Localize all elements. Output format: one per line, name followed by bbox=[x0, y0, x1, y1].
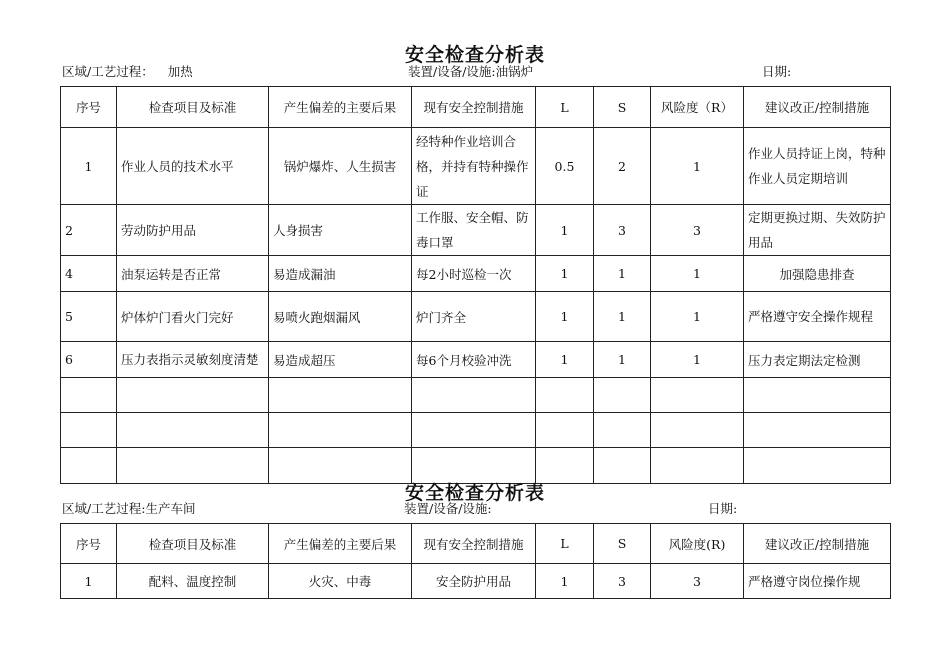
table-cell: 1 bbox=[536, 292, 594, 342]
table-cell: 加强隐患排查 bbox=[744, 256, 891, 292]
table-cell: 每6个月校验冲洗 bbox=[412, 342, 536, 378]
table-cell: 5 bbox=[61, 292, 117, 342]
sheet1-header-row bbox=[61, 87, 891, 128]
header-cell: 检查项目及标准 bbox=[117, 87, 269, 128]
sheet2-date-label: 日期: bbox=[708, 501, 738, 516]
header-cell: 现有安全控制措施 bbox=[412, 524, 536, 564]
table-cell: 安全防护用品 bbox=[412, 564, 536, 599]
table-cell: 3 bbox=[651, 205, 744, 256]
header-cell: 序号 bbox=[61, 87, 117, 128]
table-row bbox=[61, 128, 891, 205]
header-cell: 建议改正/控制措施 bbox=[744, 87, 891, 128]
header-cell: L bbox=[536, 87, 594, 128]
table-cell: 严格遵守岗位操作规 bbox=[744, 564, 891, 599]
table-row bbox=[61, 564, 891, 599]
sheet1-area-label: 区域/工艺过程： bbox=[62, 64, 154, 79]
header-cell: 建议改正/控制措施 bbox=[744, 524, 891, 564]
header-cell: S bbox=[594, 524, 651, 564]
table-cell: 1 bbox=[536, 564, 594, 599]
table-cell: 1 bbox=[651, 128, 744, 205]
table-cell: 1 bbox=[594, 292, 651, 342]
table-cell: 4 bbox=[61, 256, 117, 292]
table-cell: 人身损害 bbox=[269, 205, 412, 256]
table-cell: 2 bbox=[594, 128, 651, 205]
table-cell: 工作服、安全帽、防毒口罩 bbox=[412, 205, 536, 256]
sheet2-device bbox=[404, 499, 492, 517]
table-row-empty bbox=[61, 378, 891, 413]
table-cell: 1 bbox=[536, 205, 594, 256]
table-cell: 3 bbox=[651, 564, 744, 599]
table-cell: 1 bbox=[61, 564, 117, 599]
header-cell: 产生偏差的主要后果 bbox=[269, 87, 412, 128]
table-cell: 锅炉爆炸、人生损害 bbox=[269, 128, 412, 205]
header-cell: 序号 bbox=[61, 524, 117, 564]
table-row bbox=[61, 256, 891, 292]
table-row-empty bbox=[61, 413, 891, 448]
header-cell: 现有安全控制措施 bbox=[412, 87, 536, 128]
header-cell: 检查项目及标准 bbox=[117, 524, 269, 564]
table-cell: 炉体炉门看火门完好 bbox=[117, 292, 269, 342]
table-cell: 压力表定期法定检测 bbox=[744, 342, 891, 378]
table-cell: 油泵运转是否正常 bbox=[117, 256, 269, 292]
table-cell: 每2小时巡检一次 bbox=[412, 256, 536, 292]
table-cell: 易喷火跑烟漏风 bbox=[269, 292, 412, 342]
sheet1-device bbox=[408, 62, 533, 80]
sheet2-area bbox=[62, 499, 195, 517]
table-cell: 炉门齐全 bbox=[412, 292, 536, 342]
table-cell: 0.5 bbox=[536, 128, 594, 205]
table-cell: 作业人员持证上岗，特种作业人员定期培训 bbox=[744, 128, 891, 205]
table-row bbox=[61, 292, 891, 342]
sheet1-device-label: 装置/设备/设施: bbox=[408, 64, 496, 79]
sheet2-title: 安全检查分析表 bbox=[404, 482, 545, 504]
header-cell: 风险度（R） bbox=[651, 87, 744, 128]
table-cell: 1 bbox=[594, 256, 651, 292]
table-cell: 1 bbox=[651, 342, 744, 378]
table-row bbox=[61, 205, 891, 256]
header-cell: L bbox=[536, 524, 594, 564]
table-cell: 劳动防护用品 bbox=[117, 205, 269, 256]
sheet2-device-label: 装置/设备/设施: bbox=[404, 501, 492, 516]
sheet1-device-value: 油锅炉 bbox=[495, 64, 534, 79]
sheet2-area-label: 区域/工艺过程: bbox=[62, 501, 146, 516]
table-cell: 作业人员的技术水平 bbox=[117, 128, 269, 205]
table-row bbox=[61, 342, 891, 378]
sheet1-date bbox=[762, 62, 791, 80]
table-cell: 经特种作业培训合格，并持有特种操作证 bbox=[412, 128, 536, 205]
table-cell: 1 bbox=[536, 342, 594, 378]
sheet2-area-value: 生产车间 bbox=[145, 501, 196, 516]
table-cell: 1 bbox=[61, 128, 117, 205]
table-cell: 配料、温度控制 bbox=[117, 564, 269, 599]
table-cell: 3 bbox=[594, 564, 651, 599]
header-cell: S bbox=[594, 87, 651, 128]
table-cell: 2 bbox=[61, 205, 117, 256]
table-cell: 严格遵守安全操作规程 bbox=[744, 292, 891, 342]
header-cell: 风险度(R) bbox=[651, 524, 744, 564]
sheet2-header-row bbox=[61, 524, 891, 564]
sheet2-date bbox=[708, 499, 737, 517]
table-cell: 1 bbox=[651, 256, 744, 292]
sheet1-area bbox=[62, 62, 193, 80]
table-cell: 易造成漏油 bbox=[269, 256, 412, 292]
table-cell: 易造成超压 bbox=[269, 342, 412, 378]
table-cell: 压力表指示灵敏刻度清楚 bbox=[117, 342, 269, 378]
table-cell: 定期更换过期、失效防护用品 bbox=[744, 205, 891, 256]
sheet1-title: 安全检查分析表 bbox=[404, 44, 545, 66]
sheet1-date-label: 日期: bbox=[762, 64, 792, 79]
sheet1-table bbox=[60, 86, 891, 484]
sheet2-table bbox=[60, 523, 891, 599]
table-cell: 1 bbox=[536, 256, 594, 292]
table-cell: 火灾、中毒 bbox=[269, 564, 412, 599]
table-cell: 1 bbox=[594, 342, 651, 378]
table-cell: 6 bbox=[61, 342, 117, 378]
table-cell: 3 bbox=[594, 205, 651, 256]
sheet1-area-value: 加热 bbox=[167, 64, 193, 79]
table-cell: 1 bbox=[651, 292, 744, 342]
header-cell: 产生偏差的主要后果 bbox=[269, 524, 412, 564]
